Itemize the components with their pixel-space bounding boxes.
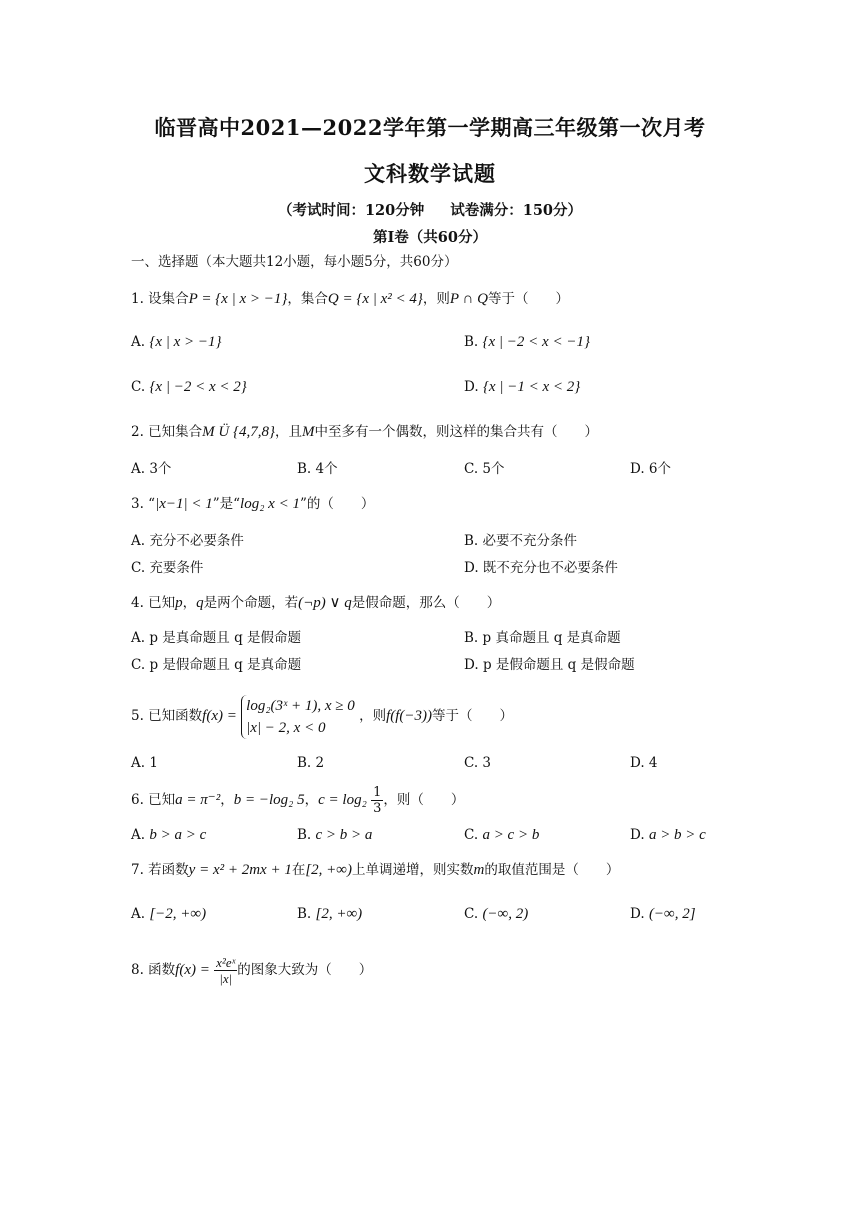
q3-text-b: ”是“ (212, 496, 241, 512)
q3-option-b: B. 必要不充分条件 (464, 533, 578, 549)
question-3-stem (131, 494, 374, 514)
question-5-stem (131, 694, 513, 739)
q5-fx: f(x) = (202, 708, 237, 724)
option-text: {x | x > −1} (149, 334, 222, 350)
q2-option-b: B. 4个 (297, 461, 338, 477)
q4-option-b (464, 628, 621, 648)
q7-option-b (297, 904, 362, 924)
q5-text-a: 5. 已知函数 (131, 708, 203, 724)
q5-option-a: A. 1 (131, 755, 158, 771)
q6-option-a (131, 825, 206, 845)
option-text: {x | −1 < x < 2} (482, 379, 581, 395)
q3-cond2: log₂ x < 1 (240, 496, 300, 512)
q6-sep-1: ， (220, 792, 234, 808)
q6-c-def: c = log₂ (318, 792, 367, 808)
option-text: [2, +∞) (315, 906, 363, 922)
option-label: A. (131, 906, 146, 922)
q4-text-d: 是假命题，那么（ ） (351, 595, 501, 611)
q7-m: m (473, 862, 485, 878)
q1-text-c: ，则 (422, 291, 450, 307)
question-2-stem (131, 422, 598, 442)
option-text: a > b > c (648, 827, 706, 843)
option-text: p 是假命题且 q 是真命题 (149, 657, 302, 673)
fraction-denominator: |x| (219, 971, 233, 986)
q4-text-c: 是两个命题，若 (203, 595, 299, 611)
option-label: B. (297, 827, 312, 843)
q5-expr: f(f(−3)) (386, 708, 433, 724)
q7-text-c: 上单调递增，则实数 (352, 862, 474, 878)
q6-option-b (297, 825, 372, 845)
q5-option-b: B. 2 (297, 755, 325, 771)
option-label: D. (630, 906, 645, 922)
question-7-stem (131, 860, 619, 880)
option-label: C. (131, 657, 146, 673)
q6-b-def: b = −log₂ 5 (233, 792, 305, 808)
q4-option-a (131, 628, 301, 648)
option-label: C. (464, 906, 479, 922)
q8-fx: f(x) = (175, 962, 210, 978)
q3-option-a: A. 充分不必要条件 (131, 533, 244, 549)
q1-expr: P ∩ Q (449, 291, 488, 307)
q1-set-q: Q = {x | x² < 4} (327, 291, 423, 307)
option-text: a > c > b (482, 827, 540, 843)
q2-text-b: ，且 (275, 424, 302, 440)
q2-option-a: A. 3个 (131, 461, 172, 477)
q5-text-c: 等于（ ） (432, 708, 514, 724)
q6-text-a: 6. 已知 (131, 792, 176, 808)
option-text: (−∞, 2] (648, 906, 696, 922)
q8-fraction (214, 955, 237, 986)
q1-text-b: ，集合 (287, 291, 328, 307)
option-label: D. (464, 657, 479, 673)
fraction-numerator: x²eˣ (216, 955, 236, 970)
q7-text-a: 7. 若函数 (131, 862, 189, 878)
q7-interval: [2, +∞) (305, 862, 352, 878)
q1-text-a: 1. 设集合 (131, 291, 189, 307)
option-label: B. (297, 906, 312, 922)
option-text: p 是假命题且 q 是假命题 (482, 657, 635, 673)
q1-option-a (131, 332, 222, 352)
q7-function: y = x² + 2mx + 1 (188, 862, 292, 878)
exam-info (0, 199, 860, 220)
exam-time: （考试时间：120分钟 (277, 202, 425, 219)
q2-set: M Ü {4,7,8} (202, 424, 275, 440)
q5-case-2: |x| − 2, x < 0 (246, 719, 326, 736)
q4-option-c (131, 655, 301, 675)
option-label: A. (131, 827, 146, 843)
option-label: C. (131, 379, 146, 395)
q8-text-a: 8. 函数 (131, 962, 176, 978)
q6-text-b: ，则（ ） (383, 792, 465, 808)
option-text: (−∞, 2) (482, 906, 529, 922)
q2-option-c: C. 5个 (464, 461, 505, 477)
q2-text-a: 2. 已知集合 (131, 424, 203, 440)
option-text: {x | −2 < x < −1} (482, 334, 590, 350)
q6-fraction (371, 785, 383, 816)
q4-p: p (175, 595, 183, 611)
q1-option-c (131, 377, 247, 397)
exam-title: 临晋高中2021—2022学年第一学期高三年级第一次月考 (154, 115, 706, 140)
q7-option-a (131, 904, 206, 924)
q5-piecewise (241, 695, 355, 739)
q3-text-c: ”的（ ） (299, 496, 375, 512)
q5-option-c: C. 3 (464, 755, 492, 771)
fraction-denominator: 3 (373, 801, 382, 816)
option-label: D. (464, 379, 479, 395)
q6-option-d (630, 825, 706, 845)
q2-m: M (302, 424, 315, 440)
q2-option-d: D. 6个 (630, 461, 672, 477)
q3-option-d: D. 既不充分也不必要条件 (464, 560, 618, 576)
q4-text-a: 4. 已知 (131, 595, 176, 611)
option-label: A. (131, 630, 146, 646)
q7-option-c (464, 904, 528, 924)
option-label: B. (464, 334, 479, 350)
q5-case-1: log₂(3ˣ + 1), x ≥ 0 (246, 697, 355, 714)
full-score: 试卷满分：150分） (450, 202, 583, 219)
option-text: c > b > a (315, 827, 373, 843)
fraction-numerator: 1 (373, 785, 382, 800)
option-text: p 是真命题且 q 是假命题 (149, 630, 302, 646)
q5-option-d: D. 4 (630, 755, 658, 771)
q4-option-d (464, 655, 635, 675)
q7-text-d: 的取值范围是（ ） (484, 862, 620, 878)
q6-option-c (464, 825, 539, 845)
option-label: C. (464, 827, 479, 843)
q4-expr: (¬p) ∨ q (298, 595, 352, 611)
question-1-stem (131, 289, 569, 309)
section-heading: 一、选择题（本大题共12小题，每小题5分，共60分） (131, 254, 458, 270)
q7-text-b: 在 (291, 862, 306, 878)
question-6-stem (131, 783, 464, 817)
q6-a-def: a = π⁻² (175, 792, 221, 808)
q3-option-c: C. 充要条件 (131, 560, 204, 576)
q2-text-c: 中至多有一个偶数，则这样的集合共有（ ） (314, 424, 598, 440)
question-4-stem (131, 593, 500, 613)
q4-q: q (196, 595, 204, 611)
exam-subject-title: 文科数学试题 (364, 161, 496, 186)
q7-option-d (630, 904, 696, 924)
q3-cond1: |x−1| < 1 (155, 496, 213, 512)
option-text: p 真命题且 q 是真命题 (482, 630, 621, 646)
q1-text-d: 等于（ ） (487, 291, 569, 307)
option-label: B. (464, 630, 479, 646)
option-text: [−2, +∞) (149, 906, 207, 922)
q1-option-b (464, 332, 590, 352)
option-text: b > a > c (149, 827, 207, 843)
q5-text-b: ，则 (359, 708, 387, 724)
option-label: D. (630, 827, 645, 843)
q1-option-d (464, 377, 580, 397)
q1-set-p: P = {x | x > −1} (188, 291, 288, 307)
q4-text-b: ， (182, 595, 197, 611)
volume-heading: 第Ⅰ卷（共60分） (373, 229, 487, 246)
q6-sep-2: ， (304, 792, 319, 808)
option-label: A. (131, 334, 146, 350)
question-8-stem (131, 950, 372, 990)
option-text: {x | −2 < x < 2} (149, 379, 247, 395)
q3-text-a: 3. “ (131, 496, 156, 512)
q8-text-b: 的图象大致为（ ） (237, 962, 373, 978)
